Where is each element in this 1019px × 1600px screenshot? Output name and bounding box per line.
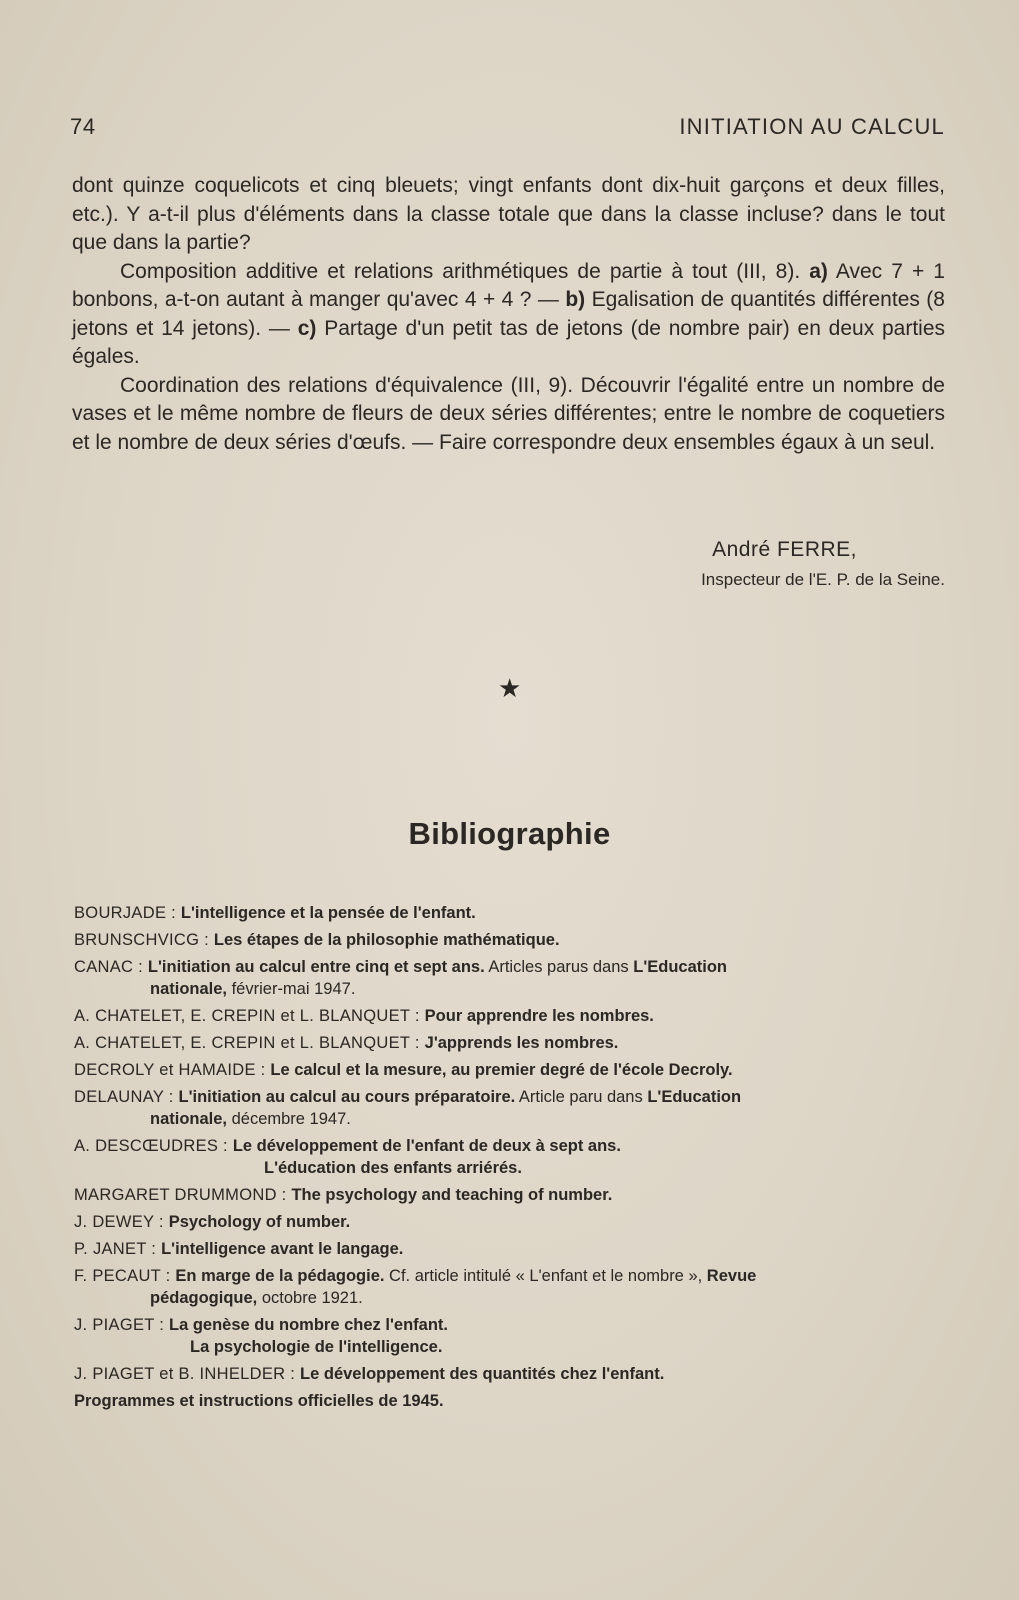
bib-note-continued: décembre 1947. <box>227 1110 351 1128</box>
paragraph-2 <box>72 258 945 372</box>
bib-work: L'intelligence et la pensée de l'enfant. <box>180 904 476 922</box>
bib-work: Le calcul et la mesure, au premier degré de l'école Decroly. <box>270 1061 733 1079</box>
bib-work: J'apprends les nombres. <box>424 1034 619 1052</box>
page-header <box>70 114 945 144</box>
bib-continuation <box>74 1287 946 1309</box>
bib-work: Programmes et instructions officielles de 1945. <box>74 1392 444 1410</box>
bib-entry <box>74 1265 946 1309</box>
bib-author: MARGARET DRUMMOND : <box>74 1186 292 1204</box>
bib-entry <box>74 1135 946 1179</box>
bib-author: A. CHATELET, E. CREPIN et L. BLANQUET : <box>74 1034 425 1052</box>
bib-author: P. JANET : <box>74 1240 162 1258</box>
bib-entry <box>74 1211 946 1233</box>
signature-name: André FERRE, <box>712 538 857 561</box>
bib-entry <box>74 1032 946 1054</box>
paragraph-3: Coordination des relations d'équivalence (III, 9). Découvrir l'égalité entre un nombre de vases et le même nombre de fleurs de deux séries différentes; entre le nombre de coquetiers et le nombre de deux séries d'œufs. — Faire correspondre deux ensembles égaux à un seul. <box>72 373 945 454</box>
bib-work-secondary: Revue <box>706 1267 757 1285</box>
bib-author: DELAUNAY : <box>74 1088 179 1106</box>
bib-author: A. DESCŒUDRES : <box>74 1137 233 1155</box>
bib-author: BRUNSCHVICG : <box>74 931 214 949</box>
bib-author: DECROLY et HAMAIDE : <box>74 1061 271 1079</box>
page-number: 74 <box>70 114 96 139</box>
bib-work-secondary: L'Education <box>633 958 728 976</box>
bib-entry <box>74 1390 946 1412</box>
bib-continuation <box>74 1108 946 1130</box>
bib-work-continued: L'éducation des enfants arriérés. <box>264 1159 522 1177</box>
bib-note: Articles parus dans <box>484 958 634 976</box>
paragraph-2-part-c: Egalisation de quantités différentes (8 jetons et 14 jetons). — <box>72 288 945 340</box>
bib-work-continued: nationale, <box>150 1110 228 1128</box>
paragraph-2-part-b: Avec 7 + 1 bonbons, a-t-on autant à manger qu'avec 4 + 4 ? — <box>72 259 945 311</box>
bib-work: L'initiation au calcul au cours préparatoire. <box>178 1088 516 1106</box>
bib-work: Psychology of number. <box>168 1213 351 1231</box>
bib-author: J. PIAGET et B. INHELDER : <box>74 1365 301 1383</box>
bib-work: Les étapes de la philosophie mathématique. <box>213 931 560 949</box>
bib-entry <box>74 1005 946 1027</box>
label-c: c) <box>297 316 317 340</box>
star-ornament-icon: ★ <box>498 674 522 704</box>
bib-work: Pour apprendre les nombres. <box>424 1007 654 1025</box>
bib-entry <box>74 929 946 951</box>
bib-continuation <box>74 978 946 1000</box>
bib-work-secondary: L'Education <box>647 1088 742 1106</box>
bib-entry <box>74 1314 946 1358</box>
bib-author: A. CHATELET, E. CREPIN et L. BLANQUET : <box>74 1007 425 1025</box>
running-title: INITIATION AU CALCUL <box>679 114 945 139</box>
bibliography-list <box>74 902 946 1417</box>
bib-entry <box>74 956 946 1000</box>
bib-entry <box>74 1059 946 1081</box>
bib-author: CANAC : <box>74 958 148 976</box>
bibliography-title: Bibliographie <box>408 816 611 851</box>
label-b: b) <box>565 288 586 311</box>
paragraph-2-part-a: Composition additive et relations arithmétiques de partie à tout (III, 8). <box>120 259 801 283</box>
bib-entry <box>74 1363 946 1385</box>
bib-note: Article paru dans <box>515 1088 648 1106</box>
bib-work: La genèse du nombre chez l'enfant. <box>169 1316 448 1334</box>
bib-note: Cf. article intitulé « L'enfant et le nombre », <box>384 1267 707 1285</box>
bib-work: En marge de la pédagogie. <box>175 1267 385 1285</box>
bib-work-continued: nationale, <box>150 980 228 998</box>
bib-work-continued: pédagogique, <box>150 1289 258 1307</box>
bib-author: J. DEWEY : <box>74 1213 169 1231</box>
paragraph-1: dont quinze coquelicots et cinq bleuets; vingt enfants dont dix-huit garçons et deux filles, etc.). Y a-t-il plus d'éléments dans la classe totale que dans la classe incluse? dans le tout que dans la partie? <box>72 174 945 254</box>
bib-work: Le développement des quantités chez l'enfant. <box>300 1365 665 1383</box>
bib-entry <box>74 1086 946 1130</box>
bib-note-continued: octobre 1921. <box>257 1289 363 1307</box>
bib-entry <box>74 902 946 924</box>
bib-work: Le développement de l'enfant de deux à sept ans. <box>232 1137 621 1155</box>
paragraph-2-part-d: Partage d'un petit tas de jetons (de nombre pair) en deux parties égales. <box>72 316 946 368</box>
bib-author: F. PECAUT : <box>74 1267 176 1285</box>
body-text <box>72 172 945 457</box>
signature <box>701 538 945 590</box>
bib-work: L'intelligence avant le langage. <box>161 1240 404 1258</box>
bib-work: The psychology and teaching of number. <box>291 1186 613 1204</box>
bib-entry <box>74 1184 946 1206</box>
signature-title: Inspecteur de l'E. P. de la Seine. <box>701 570 945 589</box>
bib-author: J. PIAGET : <box>74 1316 169 1334</box>
bib-author: BOURJADE : <box>74 904 181 922</box>
bib-work: L'initiation au calcul entre cinq et sept ans. <box>147 958 485 976</box>
bib-work-continued: La psychologie de l'intelligence. <box>190 1338 443 1356</box>
bib-entry <box>74 1238 946 1260</box>
bib-note-continued: février-mai 1947. <box>227 980 356 998</box>
label-a: a) <box>809 259 828 283</box>
